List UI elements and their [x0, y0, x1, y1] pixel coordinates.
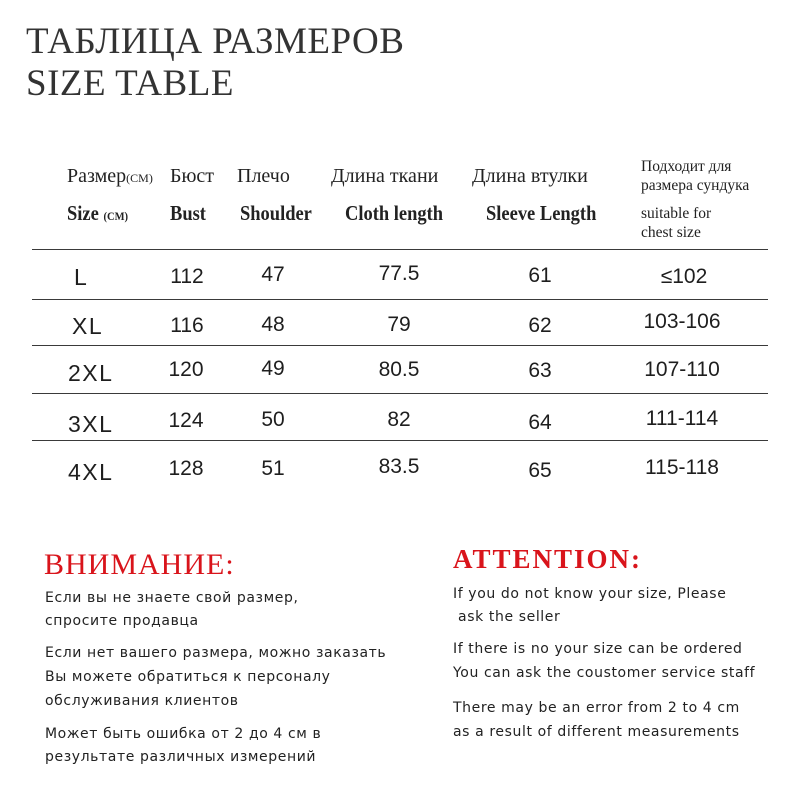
notice-ru-line: Если нет вашего размера, можно заказать	[45, 645, 387, 661]
header-chest-en-line2: chest size	[641, 224, 701, 241]
cell-bust: 128	[168, 457, 204, 480]
cell-sleeve-length: 64	[528, 411, 552, 434]
cell-chest-size: 107-110	[644, 358, 720, 381]
header-shoulder-en: Shoulder	[240, 201, 312, 225]
cell-sleeve-length: 62	[528, 314, 552, 337]
header-chest-ru-line2: размера сундука	[641, 177, 750, 194]
cell-shoulder: 47	[261, 263, 285, 286]
header-bust-ru: Бюст	[170, 165, 215, 187]
page-title-ru: ТАБЛИЦА РАЗМЕРОВ	[26, 21, 405, 62]
notice-ru-line: обслуживания клиентов	[45, 693, 239, 709]
header-size-ru-unit: (CM)	[126, 171, 153, 185]
header-chest-ru-line1: Подходит для	[641, 158, 732, 175]
cell-bust: 112	[170, 265, 204, 288]
header-sleeve-length-ru: Длина втулки	[472, 165, 588, 187]
table-rule	[32, 440, 768, 441]
cell-sleeve-length: 61	[528, 264, 552, 287]
cell-cloth-length: 83.5	[378, 455, 420, 478]
notice-ru-line: результате различных измерений	[45, 749, 317, 765]
header-sleeve-length-en: Sleeve Length	[486, 201, 597, 225]
cell-chest-size: 115-118	[645, 456, 719, 479]
header-chest-en-line1: suitable for	[641, 205, 712, 222]
cell-chest-size: 103-106	[643, 310, 721, 333]
header-size-ru-label: Размер	[67, 165, 127, 187]
cell-shoulder: 49	[261, 357, 285, 380]
notice-en-line: as a result of different measurements	[453, 724, 740, 740]
cell-size: XL	[72, 313, 104, 339]
notice-ru-line: Вы можете обратиться к персоналу	[45, 669, 331, 685]
header-chest-ru	[641, 157, 749, 195]
cell-bust: 124	[168, 409, 204, 432]
cell-size: L	[74, 264, 89, 290]
header-size-en-unit: (CM)	[103, 209, 129, 223]
cell-shoulder: 48	[261, 313, 285, 336]
table-rule	[32, 299, 768, 300]
cell-chest-size: 111-114	[645, 407, 719, 430]
notice-en-line: ask the seller	[453, 609, 561, 625]
cell-chest-size: ≤102	[660, 265, 708, 288]
header-cloth-length-ru: Длина ткани	[331, 165, 439, 187]
cell-cloth-length: 82	[387, 408, 411, 431]
notice-ru-title: ВНИМАНИЕ:	[44, 548, 235, 581]
notice-ru-line: Может быть ошибка от 2 до 4 см в	[45, 726, 322, 742]
notice-en-line: If you do not know your size, Please	[453, 586, 727, 602]
page-title-en: SIZE TABLE	[26, 63, 234, 104]
notice-en-line: You can ask the coustomer service staff	[453, 665, 756, 681]
cell-bust: 116	[170, 314, 204, 337]
cell-sleeve-length: 63	[528, 359, 552, 382]
table-rule	[32, 393, 768, 394]
cell-cloth-length: 80.5	[378, 358, 420, 381]
cell-cloth-length: 77.5	[378, 262, 420, 285]
notice-en-line: There may be an error from 2 to 4 cm	[453, 700, 740, 716]
header-size-ru	[67, 165, 153, 188]
header-chest-en	[641, 204, 711, 242]
notice-en-line: If there is no your size can be ordered	[453, 641, 743, 657]
cell-sleeve-length: 65	[528, 459, 552, 482]
header-bust-en: Bust	[170, 201, 206, 225]
cell-shoulder: 50	[261, 408, 285, 431]
table-rule	[32, 345, 768, 346]
notice-ru-line: Если вы не знаете свой размер,	[45, 590, 299, 606]
cell-cloth-length: 79	[387, 313, 411, 336]
table-rule	[32, 249, 768, 250]
header-shoulder-ru: Плечо	[237, 165, 290, 187]
header-cloth-length-en: Cloth length	[345, 201, 444, 225]
cell-bust: 120	[168, 358, 204, 381]
cell-shoulder: 51	[261, 457, 285, 480]
header-size-en	[67, 201, 128, 226]
notice-ru-line: спросите продавца	[45, 613, 199, 629]
cell-size: 4XL	[68, 459, 114, 485]
header-size-en-label: Size	[67, 201, 99, 225]
notice-en-title: ATTENTION:	[453, 544, 643, 574]
cell-size: 2XL	[68, 360, 114, 386]
cell-size: 3XL	[68, 411, 114, 437]
